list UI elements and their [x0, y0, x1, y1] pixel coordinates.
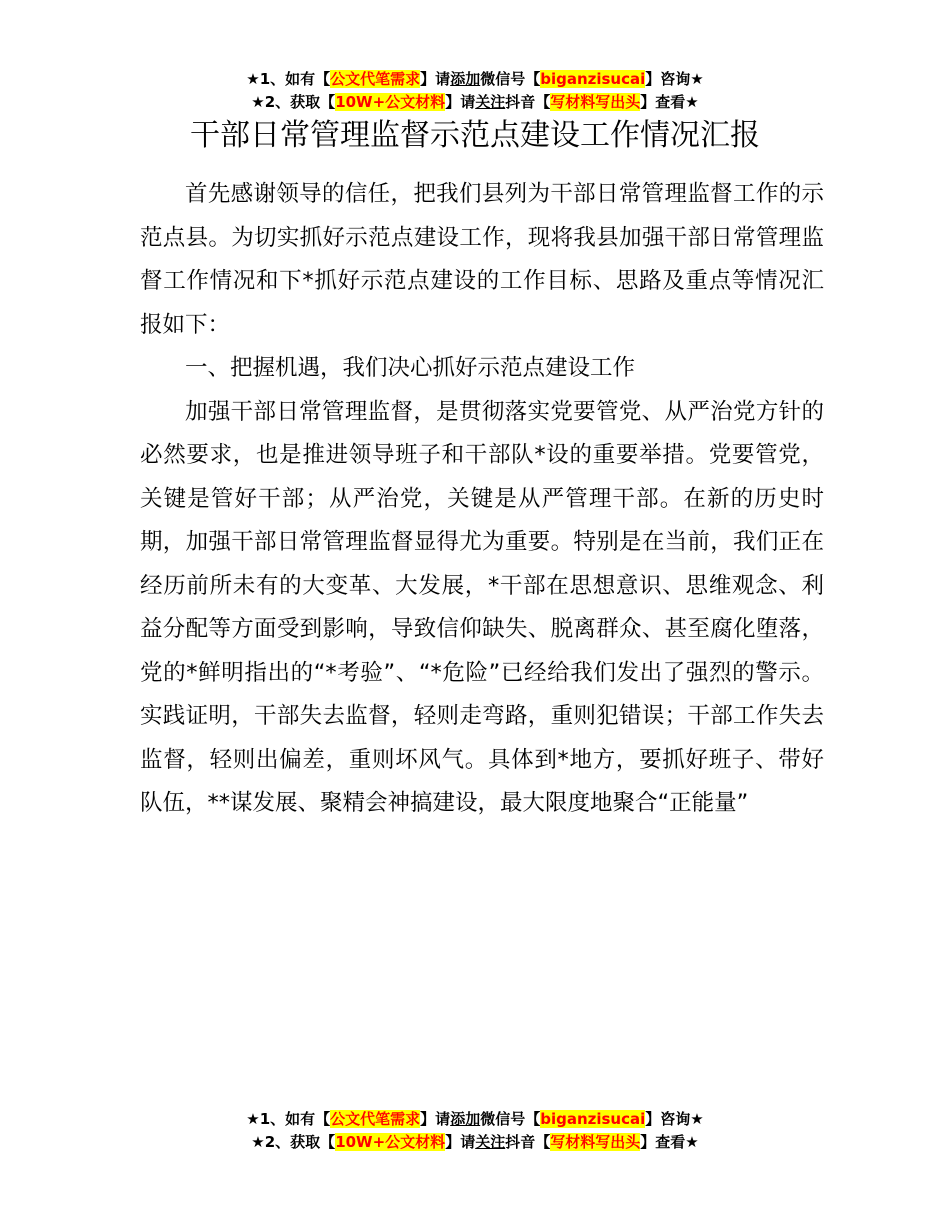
ad-line-2: ★2、获取【10W+公文材料】请关注抖音【写材料写出头】查看★ [251, 1133, 699, 1151]
ad-highlight: 公文代笔需求 [330, 70, 421, 88]
document-body [140, 173, 824, 826]
ad-highlight: 写材料写出头 [550, 1133, 641, 1151]
ad-line-1: ★1、如有【公文代笔需求】请添加微信号【biganzisucai】咨询★ [246, 70, 704, 88]
ad-banner-bottom [0, 1108, 950, 1154]
ad-banner-top [0, 68, 950, 114]
ad-highlight: 10W+公文材料 [335, 93, 446, 111]
document-title: 干部日常管理监督示范点建设工作情况汇报 [190, 118, 760, 153]
ad-line-1: ★1、如有【公文代笔需求】请添加微信号【biganzisucai】咨询★ [246, 1110, 704, 1128]
ad-highlight: 写材料写出头 [550, 93, 641, 111]
ad-highlight: 公文代笔需求 [330, 1110, 421, 1128]
ad-highlight: biganzisucai [540, 1110, 646, 1128]
ad-highlight: biganzisucai [540, 70, 646, 88]
ad-highlight: 10W+公文材料 [335, 1133, 446, 1151]
paragraph-body: 加强干部日常管理监督，是贯彻落实党要管党、从严治党方针的必然要求，也是推进领导班子和干部队*设的重要举措。党要管党，关键是管好干部；从严治党，关键是从严管理干部。在新的历史时期，加强干部日常管理监督显得尤为重要。特别是在当前，我们正在经历前所未有的大变革、大发展，*干部在思想意识、思维观念、利益分配等方面受到影响，导致信仰缺失、脱离群众、甚至腐化堕落，党的*鲜明指出的“*考验”、“*危险”已经给我们发出了强烈的警示。实践证明，干部失去监督，轻则走弯路，重则犯错误；干部工作失去监督，轻则出偏差，重则坏风气。具体到*地方，要抓好班子、带好队伍，**谋发展、聚精会神搞建设，最大限度地聚合“正能量” [140, 398, 824, 816]
paragraph-intro: 首先感谢领导的信任，把我们县列为干部日常管理监督工作的示范点县。为切实抓好示范点建设工作，现将我县加强干部日常管理监督工作情况和下*抓好示范点建设的工作目标、思路及重点等情况汇报如下： [140, 181, 824, 338]
section-heading: 一、把握机遇，我们决心抓好示范点建设工作 [185, 355, 636, 381]
ad-line-2: ★2、获取【10W+公文材料】请关注抖音【写材料写出头】查看★ [251, 93, 699, 111]
